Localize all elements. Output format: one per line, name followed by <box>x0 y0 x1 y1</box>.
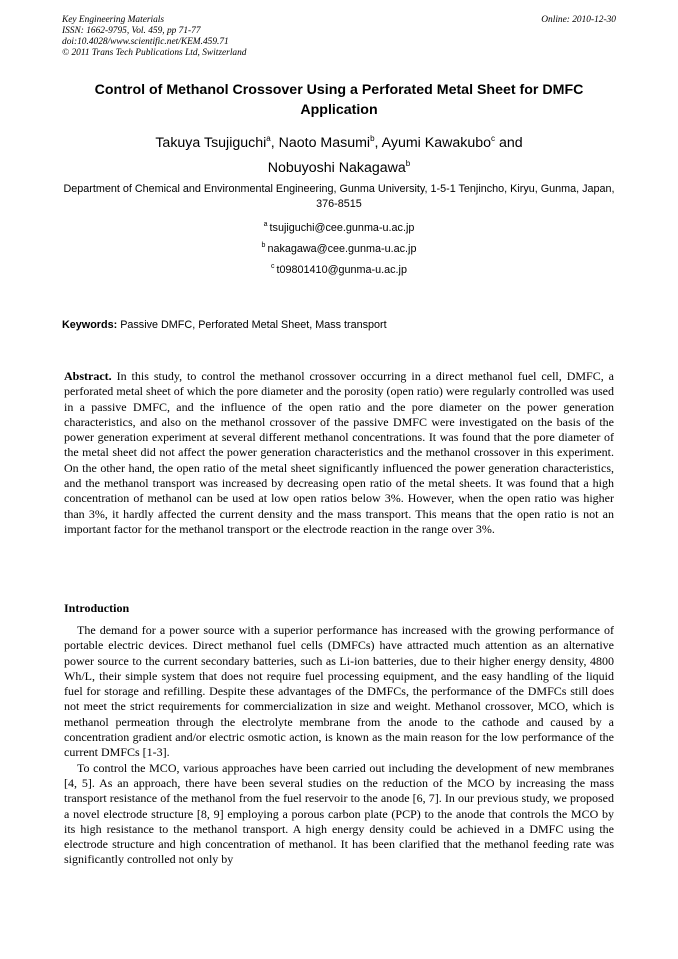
paragraph: The demand for a power source with a superior performance has increased with the growing performance of portable electric devices. Direct methanol fuel cells (DMFCs) have attracted much attention as an alternative power source to the current secondary batteries, such as Li-ion batteries, due to their higher energy density, 4800 Wh/L, their simple system that does not require fuel processing equipment, and the easy handling of the liquid fuel for storage and refilling. Despite these advantages of the DMFCs, the performance of the DMFCs still does not meet the strict requirements for commercialization in size and weight. Methanol crossover, MCO, which is methanol permeation through the electrolyte membrane from the anode to the cathode and caused by a concentration gradient and/or electric osmotic action, is known as the main reason for the low performance of the current DMFCs [1-3]. <box>64 623 614 760</box>
affiliation: Department of Chemical and Environmental Engineering, Gunma University, 1-5-1 Tenjincho, Kiryu, Gunma, Japan, 376-8515 <box>63 183 615 210</box>
author-name: Takuya Tsujiguchi <box>155 135 267 151</box>
doi-line: doi:10.4028/www.scientific.net/KEM.459.71 <box>62 37 229 47</box>
author-separator: , <box>270 135 279 151</box>
abstract-label: Abstract. <box>64 369 112 383</box>
keywords-text: Passive DMFC, Perforated Metal Sheet, Mass transport <box>117 319 387 331</box>
email-address[interactable]: t09801410@gunma-u.ac.jp <box>276 264 407 276</box>
author-affil-marker: c <box>491 134 496 143</box>
author-list <box>62 131 616 181</box>
email-marker: b <box>261 242 266 249</box>
author-name: Nobuyoshi Nakagawa <box>267 160 406 176</box>
email-line <box>62 260 616 281</box>
author-separator: , <box>374 135 382 151</box>
journal-name: Key Engineering Materials <box>62 15 165 25</box>
paragraph: To control the MCO, various approaches have been carried out including the development of new membranes [4, 5]. As an approach, there have been several studies on the reduction of the MCO by increasing the mass transport resistance of the methanol from the fuel reservoir to the anode [6, 7]. In our previous study, we proposed a novel electrode structure [8, 9] employing a porous carbon plate (PCP) to the anode that controls the MCO by its high resistance to the methanol transport. A high energy density could be achieved in a DMFC using the electrode structure and high concentration of methanol. It has been clarified that the methanol feeding rate was significantly controlled not only by <box>64 760 614 867</box>
header-left <box>62 15 616 59</box>
email-line <box>62 239 616 260</box>
email-list <box>62 218 616 281</box>
author-affil-marker: a <box>266 134 271 143</box>
author-affil-marker: b <box>370 134 375 143</box>
email-address[interactable]: tsujiguchi@cee.gunma-u.ac.jp <box>269 222 415 234</box>
email-marker: c <box>271 263 275 270</box>
author-affil-marker: b <box>405 159 411 168</box>
author-name: Naoto Masumi <box>278 135 371 151</box>
online-date: Online: 2010-12-30 <box>541 15 616 25</box>
copyright-line: © 2011 Trans Tech Publications Ltd, Switzerland <box>62 48 247 58</box>
issn-line: ISSN: 1662-9795, Vol. 459, pp 71-77 <box>62 26 201 36</box>
section-heading-introduction: Introduction <box>64 601 130 615</box>
email-line <box>62 218 616 239</box>
introduction-body <box>64 623 614 868</box>
email-marker: a <box>263 221 268 228</box>
paper-title: Control of Methanol Crossover Using a Perforated Metal Sheet for DMFC Application <box>94 82 584 118</box>
journal-header <box>62 15 616 59</box>
email-address[interactable]: nakagawa@cee.gunma-u.ac.jp <box>267 243 417 255</box>
keywords <box>62 318 616 332</box>
author-separator: and <box>495 135 523 151</box>
abstract <box>64 369 614 537</box>
abstract-text: In this study, to control the methanol crossover occurring in a direct methanol fuel cell, DMFC, a perforated metal sheet of which the pore diameter and the porosity (open ratio) were regularly controlled was used in a passive DMFC, and the influence of the open ratio and the pore diameter on the power generation characteristics, and also on the methanol crossover of the passive DMFC were investigated on the basis of the power generation experiment at several different methanol concentrations. It was found that the pore diameter of the metal sheet did not affect the power generation characteristics and the methanol crossover in this experiment. On the other hand, the open ratio of the metal sheet significantly influenced the power generation characteristics, and the methanol transport was increased by decreasing open ratio of the metal sheets. It was found that a high concentration of methanol can be used at low open ratios below 3%. However, when the open ratio was higher than 3%, it hardly affected the current density and the mass transport. This means that the open ratio is not an important factor for the methanol transport or the electrode reaction in the range over 3%. <box>64 369 614 536</box>
author-name: Ayumi Kawakubo <box>381 135 492 151</box>
keywords-label: Keywords: <box>62 319 118 331</box>
